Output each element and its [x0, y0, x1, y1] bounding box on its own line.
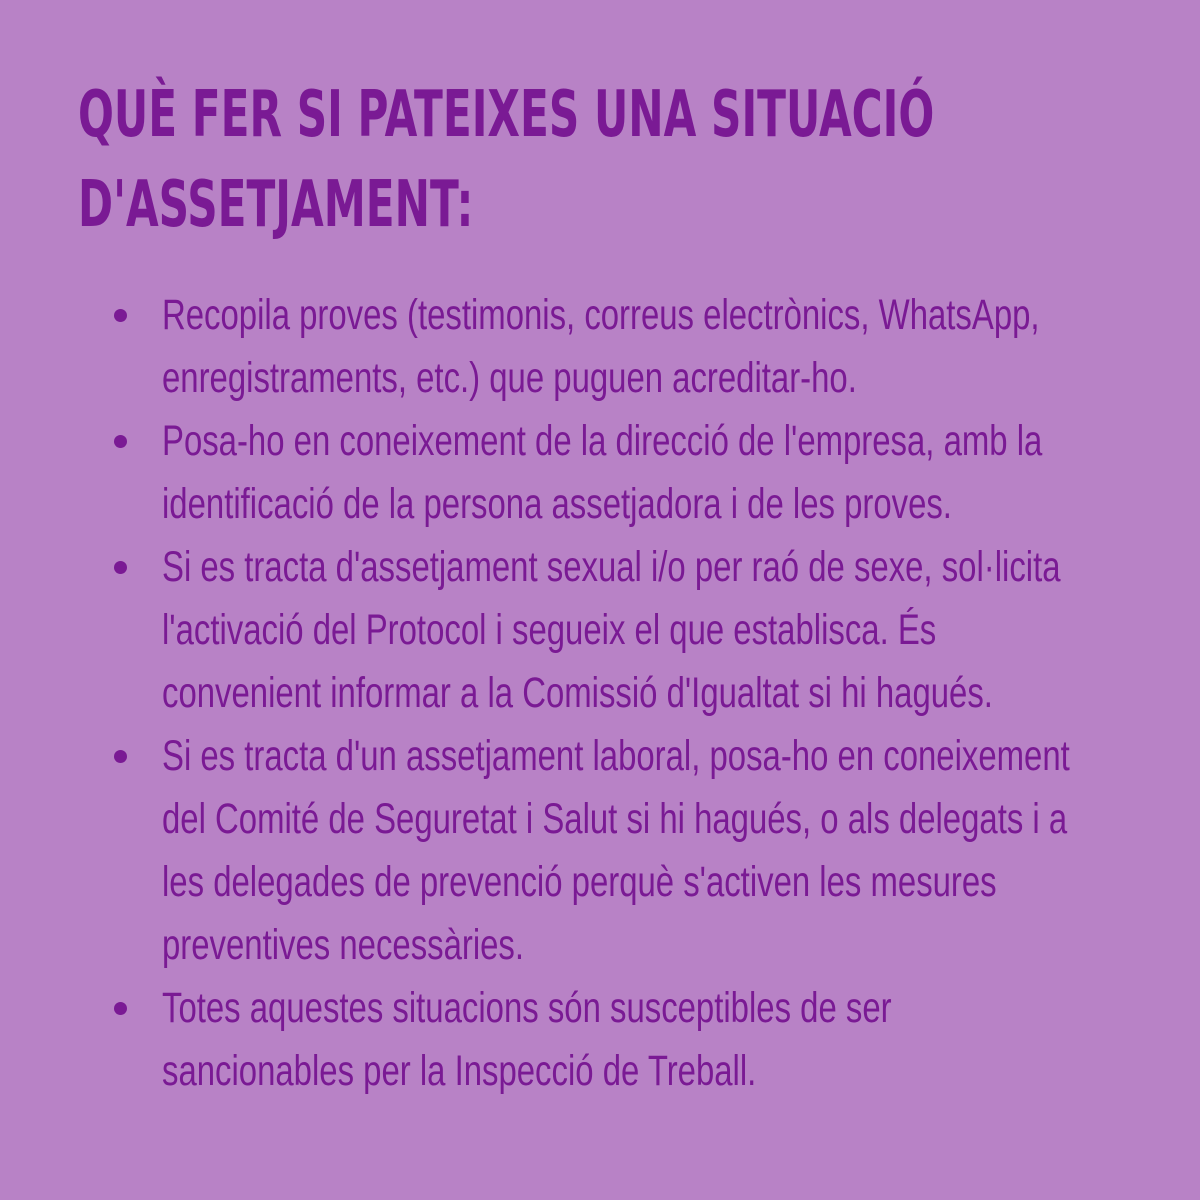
bullet-icon	[114, 561, 127, 574]
list-item	[110, 284, 1200, 410]
bullet-icon	[114, 435, 127, 448]
advice-list	[110, 284, 1200, 1103]
list-item-line: Si es tracta d'un assetjament laboral, posa-ho en coneixement	[162, 732, 1070, 780]
title-line-1: QUÈ FER SI PATEIXES UNA SITUACIÓ	[78, 78, 935, 152]
list-item-line: Recopila proves (testimonis, correus electrònics, WhatsApp,	[162, 291, 1040, 339]
list-item-line: preventives necessàries.	[162, 921, 525, 969]
list-item	[110, 410, 1200, 536]
title-line-2: D'ASSETJAMENT:	[78, 168, 474, 242]
list-item-line: del Comité de Seguretat i Salut si hi hagués, o als delegats i a	[162, 795, 1068, 843]
list-item-line: identificació de la persona assetjadora i de les proves.	[162, 480, 952, 528]
bullet-icon	[114, 309, 127, 322]
list-item	[110, 536, 1200, 725]
bullet-icon	[114, 1002, 127, 1015]
list-item	[110, 725, 1200, 977]
list-item-line: les delegades de prevenció perquè s'activen les mesures	[162, 858, 997, 906]
list-item-line: convenient informar a la Comissió d'Igualtat si hi hagués.	[162, 669, 993, 717]
list-item-line: Totes aquestes situacions són susceptibles de ser	[162, 984, 892, 1032]
list-item	[110, 977, 1200, 1103]
list-item-line: enregistraments, etc.) que puguen acreditar-ho.	[162, 354, 857, 402]
list-item-line: Si es tracta d'assetjament sexual i/o per raó de sexe, sol·licita	[162, 543, 1061, 591]
list-item-line: l'activació del Protocol i segueix el que establisca. És	[162, 606, 937, 654]
bullet-icon	[114, 750, 127, 763]
page-title	[78, 70, 1068, 250]
list-item-line: Posa-ho en coneixement de la direcció de l'empresa, amb la	[162, 417, 1043, 465]
list-item-line: sancionables per la Inspecció de Treball.	[162, 1047, 757, 1095]
